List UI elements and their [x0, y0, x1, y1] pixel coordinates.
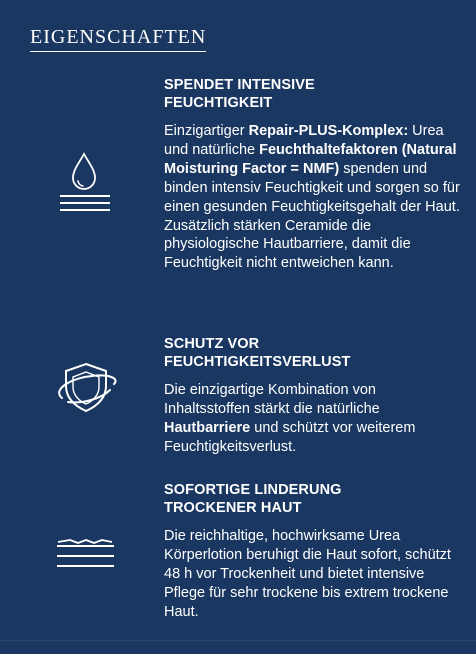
section-heading: SPENDET INTENSIVE FEUCHTIGKEIT	[164, 77, 315, 111]
water-drop-icon	[48, 150, 120, 221]
section-heading: SCHUTZ VOR FEUCHTIGKEITSVERLUST	[164, 336, 351, 370]
section-body	[164, 527, 464, 622]
section-body	[164, 381, 464, 457]
body-text-segment: und schützt vor weiterem Feuchtigkeitsverlust.	[164, 419, 416, 455]
shield-orbit-icon	[48, 360, 124, 421]
body-text-segment: Einzigartiger	[164, 123, 249, 139]
skin-layers-icon	[48, 530, 124, 579]
bottom-divider	[0, 640, 476, 641]
page-title: EIGENSCHAFTEN	[30, 25, 206, 52]
emphasis-text: Feuchthaltefaktoren (Natural Moisturing Factor = NMF)	[164, 141, 457, 177]
body-text-segment: Die reichhaltige, hochwirksame Urea Körperlotion beruhigt die Haut sofort, schützt 48 h vor Trockenheit und bietet intensive Pflege für sehr trockene bis extrem trockene Haut.	[164, 528, 451, 620]
body-text-segment: Urea und natürliche	[164, 123, 444, 158]
body-text-segment: Die einzigartige Kombination von Inhaltsstoffen stärkt die natürliche	[164, 382, 380, 417]
body-text-segment: spenden und binden intensiv Feuchtigkeit und sorgen so für einen gesunden Feuchtigkeitsgehalt der Haut. Zusätzlich stärken Ceramide die physiologische Hautbarriere, damit die Feuchtigkeit nicht entweichen kann.	[164, 160, 460, 272]
section-body	[164, 122, 464, 273]
emphasis-text: Hautbarriere	[164, 419, 251, 436]
section-heading: SOFORTIGE LINDERUNG TROCKENER HAUT	[164, 482, 342, 516]
emphasis-text: Repair-PLUS-Komplex:	[248, 123, 409, 139]
